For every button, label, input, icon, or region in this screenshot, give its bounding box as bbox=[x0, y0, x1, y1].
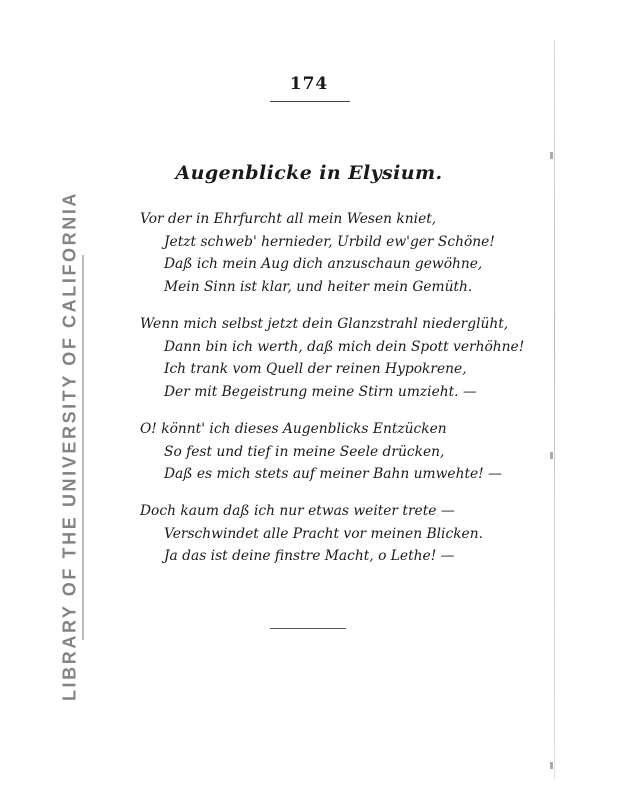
verse-line: Ja das ist deine finstre Macht, o Lethe! — bbox=[164, 548, 455, 564]
verse-line: Doch kaum daß ich nur etwas weiter trete — bbox=[140, 503, 455, 519]
verse-line: Mein Sinn ist klar, und heiter mein Gemüth. bbox=[164, 278, 473, 295]
verse-line: Daß ich mein Aug dich anzuschaun gewöhne, bbox=[164, 256, 483, 272]
header-rule bbox=[270, 101, 350, 102]
stanza-2 bbox=[0, 313, 618, 403]
stanza-4 bbox=[0, 500, 618, 568]
stamp-border bbox=[82, 255, 84, 640]
verse-line: Der mit Begeistrung meine Stirn umzieht. — bbox=[164, 383, 477, 400]
verse-line: Ich trank vom Quell der reinen Hypokrene, bbox=[164, 361, 467, 377]
verse-line: O! könnt' ich dieses Augenblicks Entzücken bbox=[140, 421, 447, 437]
page-edge bbox=[554, 40, 555, 780]
stanza-1 bbox=[0, 208, 618, 298]
footer-rule bbox=[270, 628, 346, 629]
verse-line: Dann bin ich werth, daß mich dein Spott verhöhne! bbox=[164, 338, 525, 355]
verse-line: Daß es mich stets auf meiner Bahn umwehte! — bbox=[164, 466, 502, 482]
verse-line: So fest und tief in meine Seele drücken, bbox=[164, 443, 445, 460]
verse-line: Vor der in Ehrfurcht all mein Wesen kniet, bbox=[140, 211, 437, 227]
verse-line: Jetzt schweb' hernieder, Urbild ew'ger Schöne! bbox=[164, 233, 495, 250]
page-edge-mark bbox=[550, 762, 553, 769]
stanza-3 bbox=[0, 418, 618, 486]
page-number: 174 bbox=[289, 74, 329, 94]
verse-line: Verschwindet alle Pracht vor meinen Blicken. bbox=[164, 525, 483, 542]
poem-title: Augenblicke in Elysium. bbox=[175, 162, 443, 184]
verse-line: Wenn mich selbst jetzt dein Glanzstrahl niederglüht, bbox=[140, 316, 509, 332]
library-stamp-text: LIBRARY OF THE UNIVERSITY OF CALIFORNIA bbox=[59, 190, 80, 702]
page-edge-mark bbox=[550, 152, 553, 159]
